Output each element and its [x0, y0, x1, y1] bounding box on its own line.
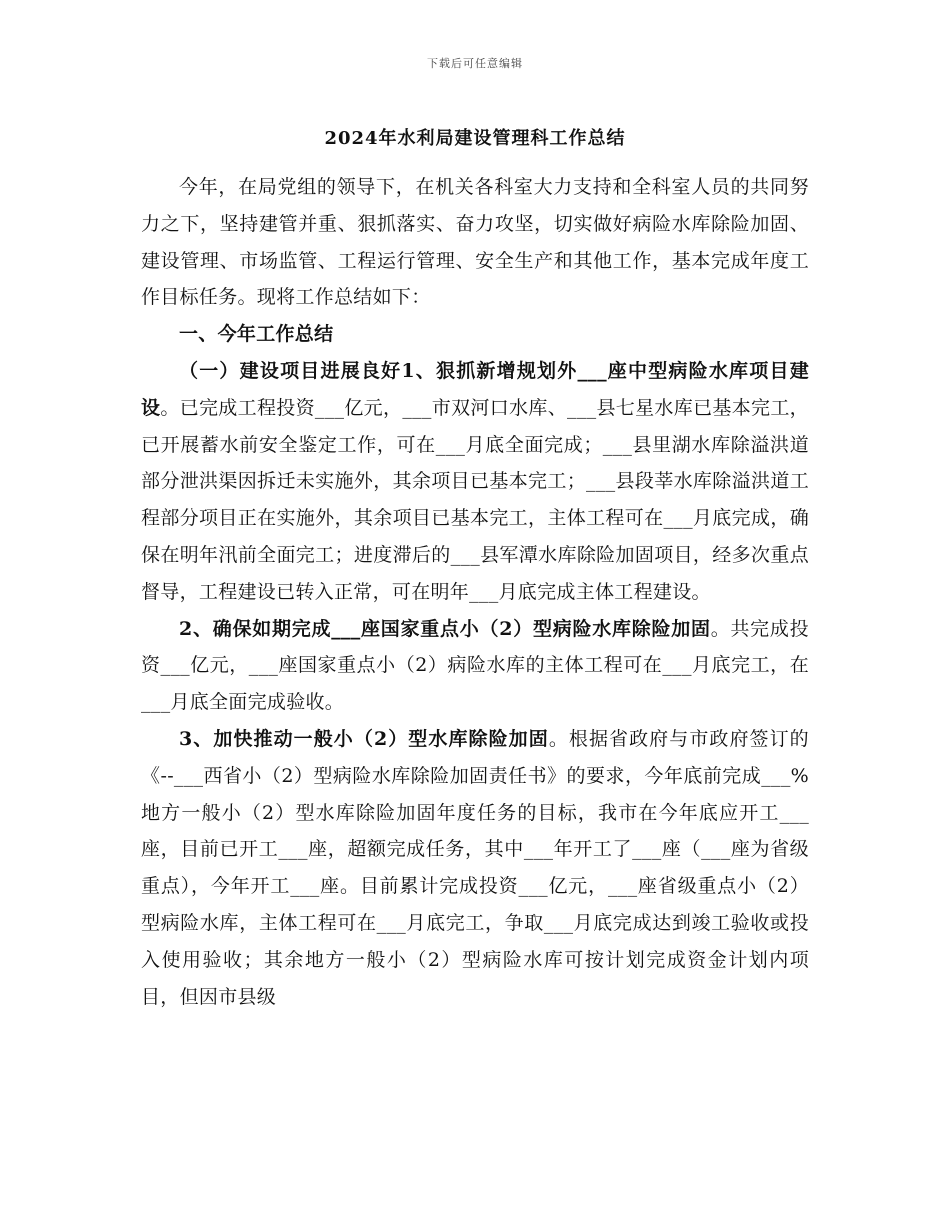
section-heading [141, 316, 809, 353]
paragraph-text: 。共完成投资___亿元，___座国家重点小（2）病险水库的主体工程可在___月底完工，在___月底全面完成验收。 [141, 617, 809, 714]
paragraph-intro [141, 169, 809, 316]
paragraph-lead: 2、确保如期完成___座国家重点小（2）型病险水库除险加固 [179, 617, 711, 640]
paragraph-text: 今年，在局党组的领导下，在机关各科室大力支持和全科室人员的共同努力之下，坚持建管并重、狠抓落实、奋力攻坚，切实做好病险水库除险加固、建设管理、市场监管、工程运行管理、安全生产和其他工作，基本完成年度工作目标任务。现将工作总结如下： [141, 176, 809, 309]
paragraph-text: 。已完成工程投资___亿元，___市双河口水库、___县七星水库已基本完工，已开展蓄水前安全鉴定工作，可在___月底全面完成；___县里湖水库除溢洪道部分泄洪渠因拆迁未实施外，其余项目已基本完工；___县段莘水库除溢洪道工程部分项目正在实施外，其余项目已基本完工，主体工程可在___月底完成，确保在明年汛前全面完工；进度滞后的___县军潭水库除险加固项目，经多次重点督导，工程建设已转入正常，可在明年___月底完成主体工程建设。 [141, 396, 809, 603]
document-title: 2024年水利局建设管理科工作总结 [324, 128, 626, 149]
paragraph-project-2 [141, 611, 809, 721]
paragraph-project-3 [141, 721, 809, 1015]
paragraph-lead: （一）建设项目进展良好1、狠抓新增规划外___座中型病险水库项目建设 [141, 359, 809, 419]
paragraph-lead: 3、加快推动一般小（2）型水库除险加固 [179, 727, 549, 750]
header-note: 下载后可任意编辑 [427, 57, 523, 70]
paragraph-text: 。根据省政府与市政府签订的《--___西省小（2）型病险水库除险加固责任书》的要求，今年底前完成___%地方一般小（2）型水库除险加固年度任务的目标，我市在今年底应开工___座，目前已开工___座，超额完成任务，其中___年开工了___座（___座为省级重点），今年开工___座。目前累计完成投资___亿元，___座省级重点小（2）型病险水库，主体工程可在___月底完工，争取___月底完成达到竣工验收或投入使用验收；其余地方一般小（2）型病险水库可按计划完成资金计划内项目，但因市县级 [141, 727, 809, 1008]
paragraph-project-1 [141, 353, 809, 611]
document-body [141, 169, 809, 1015]
section-heading-text: 一、今年工作总结 [179, 323, 334, 346]
